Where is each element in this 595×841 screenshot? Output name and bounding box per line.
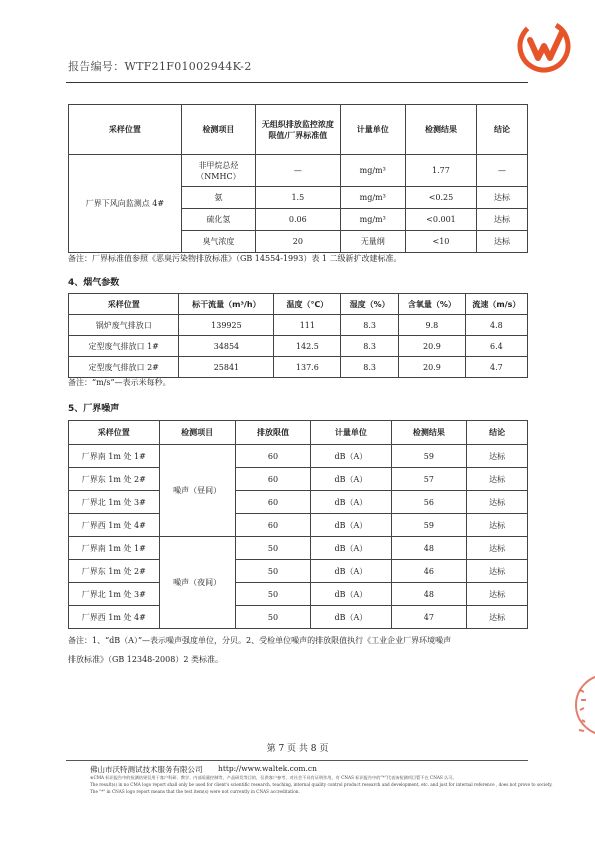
unit-cell: dB（A） <box>311 491 391 514</box>
location-cell: 厂界东 1m 处 2# <box>69 560 160 583</box>
noise-table <box>68 420 528 629</box>
col-header-location: 采样位置 <box>69 421 160 445</box>
result-cell: 57 <box>391 468 467 491</box>
col-header-item: 检测项目 <box>181 105 255 155</box>
location-cell: 厂界南 1m 处 1# <box>69 445 160 468</box>
unit-cell: mg/m³ <box>340 155 405 187</box>
unit-cell: dB（A） <box>311 514 391 537</box>
unit-cell: mg/m³ <box>340 187 405 209</box>
oxygen-cell: 20.9 <box>399 336 466 357</box>
section-5-title: 5、厂界噪声 <box>68 404 120 414</box>
col-header-flow: 标干流量（m³/h） <box>179 294 274 315</box>
result-cell: 47 <box>391 606 467 629</box>
conclusion-cell: 达标 <box>467 445 528 468</box>
flow-cell: 139925 <box>179 315 274 336</box>
unit-cell: dB（A） <box>311 583 391 606</box>
seal-stamp-icon <box>572 650 595 760</box>
col-header-temperature: 温度（℃） <box>274 294 341 315</box>
col-header-location: 采样位置 <box>69 105 182 155</box>
temperature-cell: 142.5 <box>274 336 341 357</box>
odor-emission-table <box>68 104 528 253</box>
conclusion-cell: 达标 <box>477 187 528 209</box>
col-header-item: 检测项目 <box>159 421 235 445</box>
col-header-conclusion: 结论 <box>477 105 528 155</box>
limit-cell: 50 <box>235 560 311 583</box>
table1-note: 备注：厂界标准值参照《恶臭污染物排放标准》（GB 14554-1993）表 1 二级新扩改建标准。 <box>68 254 402 263</box>
waltek-logo-icon <box>516 18 572 74</box>
col-header-limit: 排放限值 <box>235 421 311 445</box>
table-row <box>69 491 528 514</box>
col-header-unit: 计量单位 <box>340 105 405 155</box>
velocity-cell: 4.8 <box>465 315 527 336</box>
footer-divider <box>66 760 528 761</box>
item-cell: 氨 <box>181 187 255 209</box>
limit-cell: 20 <box>256 231 340 253</box>
result-cell: <0.25 <box>405 187 476 209</box>
location-cell: 定型废气排放口 2# <box>69 357 179 378</box>
limit-cell: 60 <box>235 468 311 491</box>
humidity-cell: 8.3 <box>341 315 399 336</box>
limit-cell: 50 <box>235 606 311 629</box>
header-divider <box>66 82 528 83</box>
table-row <box>69 537 528 560</box>
result-cell: 48 <box>391 583 467 606</box>
col-header-unit: 计量单位 <box>311 421 391 445</box>
temperature-cell: 111 <box>274 315 341 336</box>
limit-cell: 60 <box>235 514 311 537</box>
unit-cell: dB（A） <box>311 445 391 468</box>
table-row <box>69 315 528 336</box>
item-cell: 臭气浓度 <box>181 231 255 253</box>
velocity-cell: 6.4 <box>465 336 527 357</box>
conclusion-cell: 达标 <box>467 560 528 583</box>
result-cell: 56 <box>391 491 467 514</box>
table-row <box>69 468 528 491</box>
limit-cell: — <box>256 155 340 187</box>
disclaimer-en: The result(s) in no CMA logo report shall only be used for client's scientific research, teaching, internal quality control product research and development, etc. and just for internal reference , does not prove to society. <box>90 782 553 787</box>
result-cell: 59 <box>391 514 467 537</box>
conclusion-cell: 达标 <box>467 468 528 491</box>
conclusion-cell: 达标 <box>467 583 528 606</box>
unit-cell: mg/m³ <box>340 209 405 231</box>
location-cell: 厂界下风向监测点 4# <box>69 155 182 253</box>
oxygen-cell: 20.9 <box>399 357 466 378</box>
section-4-title: 4、烟气参数 <box>68 278 120 288</box>
result-cell: <0.001 <box>405 209 476 231</box>
table-row <box>69 155 528 187</box>
result-cell: <10 <box>405 231 476 253</box>
page-number: 第 7 页 共 8 页 <box>266 744 329 754</box>
flow-cell: 25841 <box>179 357 274 378</box>
conclusion-cell: — <box>477 155 528 187</box>
disclaimer-cnas: The "*" in CNAS logo report means that the test item(s) were not currently in CNAS accreditation. <box>90 789 300 794</box>
humidity-cell: 8.3 <box>341 357 399 378</box>
item-cell: 硫化氢 <box>181 209 255 231</box>
limit-cell: 1.5 <box>256 187 340 209</box>
location-cell: 锅炉废气排放口 <box>69 315 179 336</box>
velocity-cell: 4.7 <box>465 357 527 378</box>
unit-cell: dB（A） <box>311 606 391 629</box>
location-cell: 厂界南 1m 处 1# <box>69 537 160 560</box>
oxygen-cell: 9.8 <box>399 315 466 336</box>
conclusion-cell: 达标 <box>467 491 528 514</box>
limit-cell: 0.06 <box>256 209 340 231</box>
location-cell: 厂界西 1m 处 4# <box>69 606 160 629</box>
col-header-result: 检测结果 <box>391 421 467 445</box>
section5-note-line2: 排放标准》（GB 12348-2008）2 类标准。 <box>68 655 223 664</box>
result-cell: 46 <box>391 560 467 583</box>
table-row <box>69 357 528 378</box>
unit-cell: dB（A） <box>311 560 391 583</box>
location-cell: 厂界东 1m 处 2# <box>69 468 160 491</box>
flow-cell: 34854 <box>179 336 274 357</box>
table-row <box>69 560 528 583</box>
company-name: 佛山市沃特测试技术服务有限公司 <box>90 765 203 774</box>
limit-cell: 50 <box>235 583 311 606</box>
unit-cell: dB（A） <box>311 537 391 560</box>
col-header-humidity: 湿度（%） <box>341 294 399 315</box>
location-cell: 厂界北 1m 处 3# <box>69 583 160 606</box>
table-row <box>69 445 528 468</box>
item-cell: 非甲烷总烃（NMHC） <box>181 155 255 187</box>
conclusion-cell: 达标 <box>467 514 528 537</box>
result-cell: 48 <box>391 537 467 560</box>
location-cell: 厂界西 1m 处 4# <box>69 514 160 537</box>
result-cell: 59 <box>391 445 467 468</box>
result-cell: 1.77 <box>405 155 476 187</box>
location-cell: 定型废气排放口 1# <box>69 336 179 357</box>
col-header-result: 检测结果 <box>405 105 476 155</box>
report-number: 报告编号：WTF21F01002944K-2 <box>68 60 252 73</box>
humidity-cell: 8.3 <box>341 336 399 357</box>
conclusion-cell: 达标 <box>467 606 528 629</box>
conclusion-cell: 达标 <box>477 209 528 231</box>
disclaimer-cn: ※CMA 标识报告中的检测结果仅用于客户科研、教学、内部质量控制等，产品研发等目的，仅供客户参考，对社会不具有证明作用。有 CNAS 标识报告中的“*”代表该检测项目暂不在 CNAS 认可。 <box>90 775 457 780</box>
col-header-velocity: 流速（m/s） <box>465 294 527 315</box>
table-row <box>69 606 528 629</box>
table-row <box>69 583 528 606</box>
conclusion-cell: 达标 <box>467 537 528 560</box>
unit-cell: 无量纲 <box>340 231 405 253</box>
col-header-conclusion: 结论 <box>467 421 528 445</box>
item-cell-night: 噪声（夜间） <box>159 537 235 629</box>
unit-cell: dB（A） <box>311 468 391 491</box>
limit-cell: 50 <box>235 537 311 560</box>
item-cell-day: 噪声（昼间） <box>159 445 235 537</box>
limit-cell: 60 <box>235 445 311 468</box>
col-header-location: 采样位置 <box>69 294 179 315</box>
table-row <box>69 514 528 537</box>
flue-gas-table <box>68 293 528 378</box>
conclusion-cell: 达标 <box>477 231 528 253</box>
limit-cell: 60 <box>235 491 311 514</box>
website-link[interactable]: http://www.waltek.com.cn <box>218 764 317 773</box>
col-header-oxygen: 含氧量（%） <box>399 294 466 315</box>
col-header-limit: 无组织排放监控浓度限值/厂界标准值 <box>256 105 340 155</box>
location-cell: 厂界北 1m 处 3# <box>69 491 160 514</box>
section4-note: 备注：“m/s”—表示米每秒。 <box>68 378 171 387</box>
table-row <box>69 336 528 357</box>
section5-note-line1: 备注：1、“dB（A）”—表示噪声强度单位，分贝。2、受检单位噪声的排放限值执行《工业企业厂界环境噪声 <box>68 636 452 645</box>
temperature-cell: 137.6 <box>274 357 341 378</box>
